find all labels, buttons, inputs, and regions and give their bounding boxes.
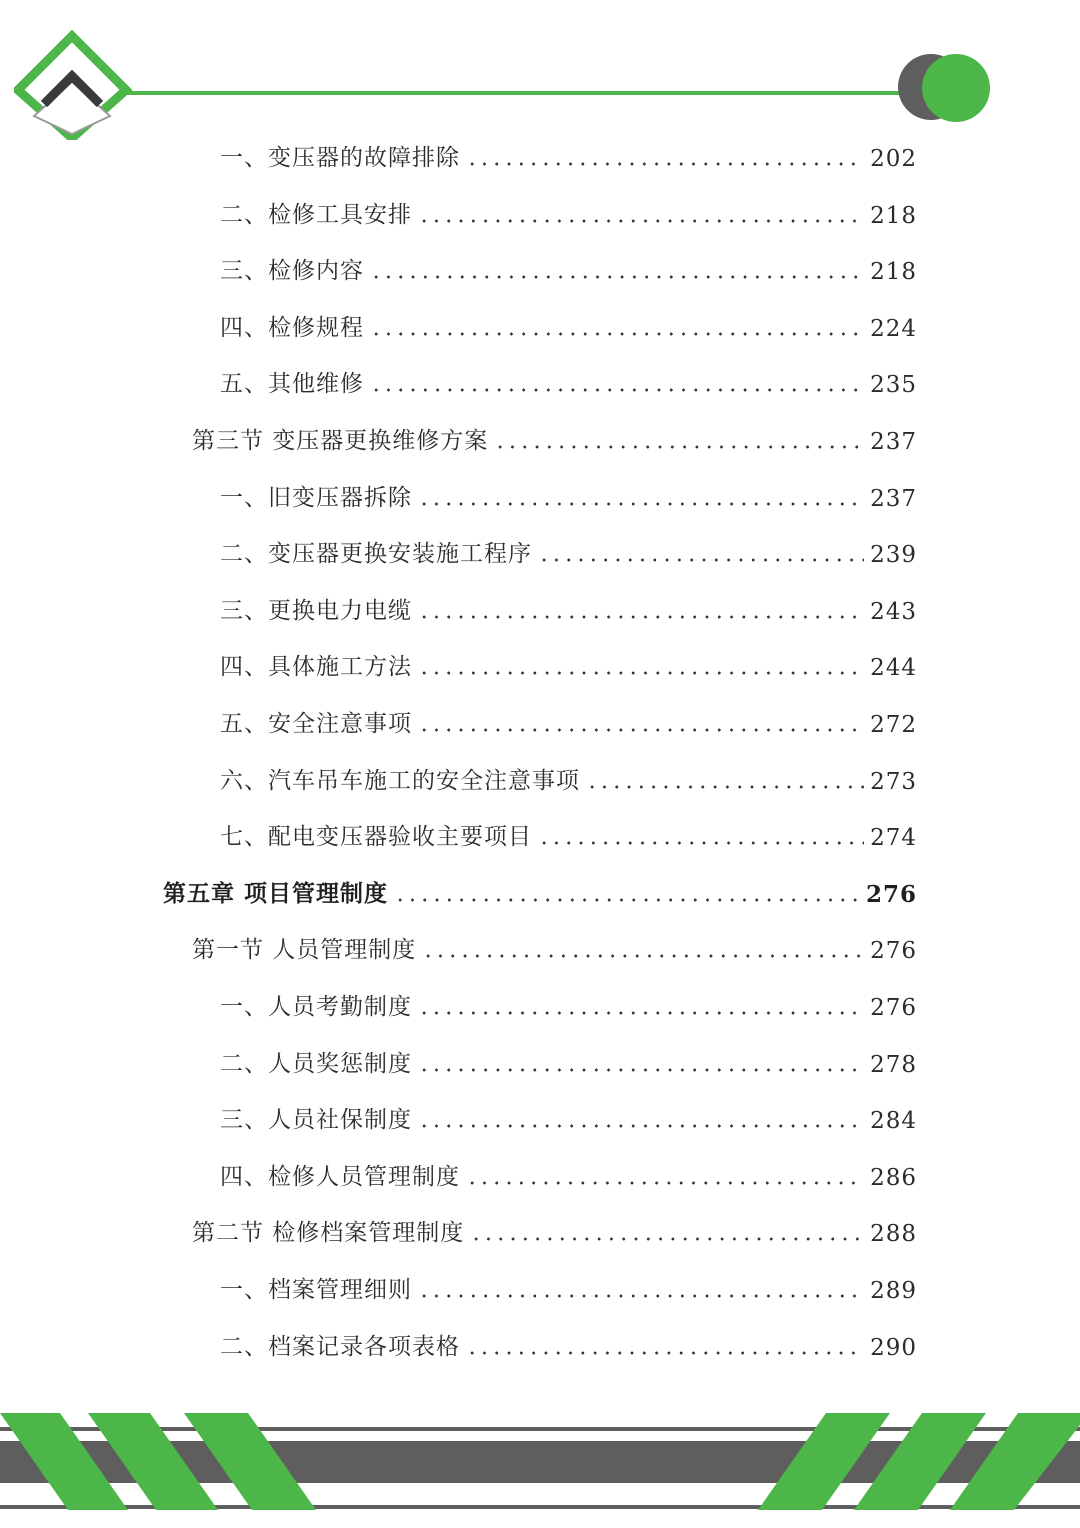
toc-entry-title: 二、变压器更换安装施工程序 (220, 541, 532, 568)
toc-entry-title: 四、检修人员管理制度 (220, 1163, 460, 1190)
toc-dot-leader (466, 162, 864, 166)
toc-entry[interactable] (220, 302, 917, 342)
toc-entry-title: 四、检修规程 (220, 314, 364, 341)
toc-entry-title: 二、人员奖惩制度 (220, 1050, 412, 1077)
toc-entry[interactable] (220, 1094, 917, 1134)
toc-entry-page-number: 239 (870, 542, 917, 569)
toc-dot-leader (370, 275, 864, 279)
toc-entry-title: 六、汽车吊车施工的安全注意事项 (220, 767, 580, 794)
toc-entry-page-number: 237 (870, 485, 917, 512)
toc-entry[interactable] (220, 981, 917, 1021)
toc-entry-title: 第三节 变压器更换维修方案 (192, 428, 489, 454)
toc-entry-title: 三、人员社保制度 (220, 1107, 412, 1134)
toc-dot-leader (418, 1294, 864, 1298)
toc-entry-page-number: 274 (870, 825, 917, 852)
toc-entry-page-number: 289 (870, 1278, 917, 1304)
toc-entry[interactable] (220, 755, 917, 795)
toc-dot-leader (394, 898, 860, 902)
toc-entry[interactable] (220, 245, 917, 285)
toc-entry-page-number: 237 (870, 429, 917, 455)
toc-entry-page-number: 243 (870, 598, 917, 625)
toc-entry-page-number: 218 (870, 202, 917, 229)
toc-entry[interactable] (192, 924, 917, 964)
toc-entry[interactable] (220, 472, 917, 512)
toc-dot-leader (470, 1237, 864, 1241)
toc-entry-page-number: 272 (870, 712, 917, 738)
toc-entry-page-number: 276 (870, 995, 917, 1021)
toc-entry-title: 五、安全注意事项 (220, 711, 412, 737)
toc-dot-leader (494, 445, 864, 449)
toc-entry[interactable] (220, 811, 917, 851)
toc-entry[interactable] (220, 585, 917, 625)
toc-dot-leader (418, 1124, 864, 1128)
toc-dot-leader (586, 785, 864, 789)
toc-dot-leader (418, 219, 864, 223)
toc-entry-title: 二、档案记录各项表格 (220, 1333, 460, 1360)
chevron-logo-icon (14, 30, 134, 140)
toc-entry[interactable] (220, 1321, 917, 1361)
toc-entry-title: 一、人员考勤制度 (220, 994, 412, 1020)
toc-dot-leader (466, 1181, 864, 1185)
toc-dot-leader (370, 388, 864, 392)
toc-entry[interactable] (220, 189, 917, 229)
toc-entry-page-number: 202 (870, 146, 917, 172)
toc-entry[interactable] (220, 1038, 917, 1078)
toc-entry[interactable] (220, 1264, 917, 1304)
toc-entry[interactable] (192, 415, 917, 455)
toc-entry-page-number: 276 (870, 938, 917, 965)
toc-entry-title: 第五章 项目管理制度 (163, 879, 389, 907)
toc-entry[interactable] (163, 868, 917, 908)
toc-entry-title: 三、更换电力电缆 (220, 597, 412, 624)
toc-entry[interactable] (220, 1151, 917, 1191)
toc-entry[interactable] (220, 132, 917, 172)
toc-entry-page-number: 276 (865, 880, 917, 908)
toc-entry-title: 四、具体施工方法 (220, 654, 412, 681)
toc-entry-title: 五、其他维修 (220, 371, 364, 398)
toc-entry-title: 七、配电变压器验收主要项目 (220, 824, 532, 851)
toc-dot-leader (422, 954, 864, 958)
toc-entry-title: 二、检修工具安排 (220, 201, 412, 228)
toc-dot-leader (418, 728, 864, 732)
toc-entry-page-number: 290 (870, 1334, 917, 1361)
footer-stripes-decoration (0, 1405, 1080, 1528)
toc-entry-title: 一、变压器的故障排除 (220, 145, 460, 171)
toc-entry-page-number: 288 (870, 1221, 917, 1248)
toc-entry-page-number: 218 (870, 259, 917, 286)
toc-entry-title: 三、检修内容 (220, 258, 364, 285)
toc-dot-leader (418, 1068, 864, 1072)
toc-entry-page-number: 284 (870, 1108, 917, 1135)
toc-dot-leader (418, 615, 864, 619)
toc-dot-leader (418, 671, 864, 675)
toc-entry-title: 第一节 人员管理制度 (192, 937, 417, 964)
toc-entry[interactable] (192, 1207, 917, 1247)
toc-entry-page-number: 235 (870, 372, 917, 399)
toc-entry-page-number: 278 (870, 1051, 917, 1078)
toc-entry[interactable] (220, 358, 917, 398)
toc-entry[interactable] (220, 698, 917, 738)
toc-entry-title: 一、档案管理细则 (220, 1277, 412, 1303)
header-rule (118, 91, 918, 95)
toc-dot-leader (538, 558, 864, 562)
toc-dot-leader (418, 502, 864, 506)
toc-entry-title: 第二节 检修档案管理制度 (192, 1220, 465, 1247)
toc-entry-page-number: 286 (870, 1164, 917, 1191)
header-circle-green (922, 54, 990, 122)
toc-entry-page-number: 273 (870, 768, 917, 795)
toc-entry[interactable] (220, 641, 917, 681)
toc-entry-title: 一、旧变压器拆除 (220, 484, 412, 511)
toc-dot-leader (538, 841, 864, 845)
toc-entry[interactable] (220, 528, 917, 568)
toc-entry-page-number: 244 (870, 655, 917, 682)
toc-dot-leader (418, 1011, 864, 1015)
toc-dot-leader (370, 332, 864, 336)
toc-dot-leader (466, 1351, 864, 1355)
toc-entry-page-number: 224 (870, 315, 917, 342)
